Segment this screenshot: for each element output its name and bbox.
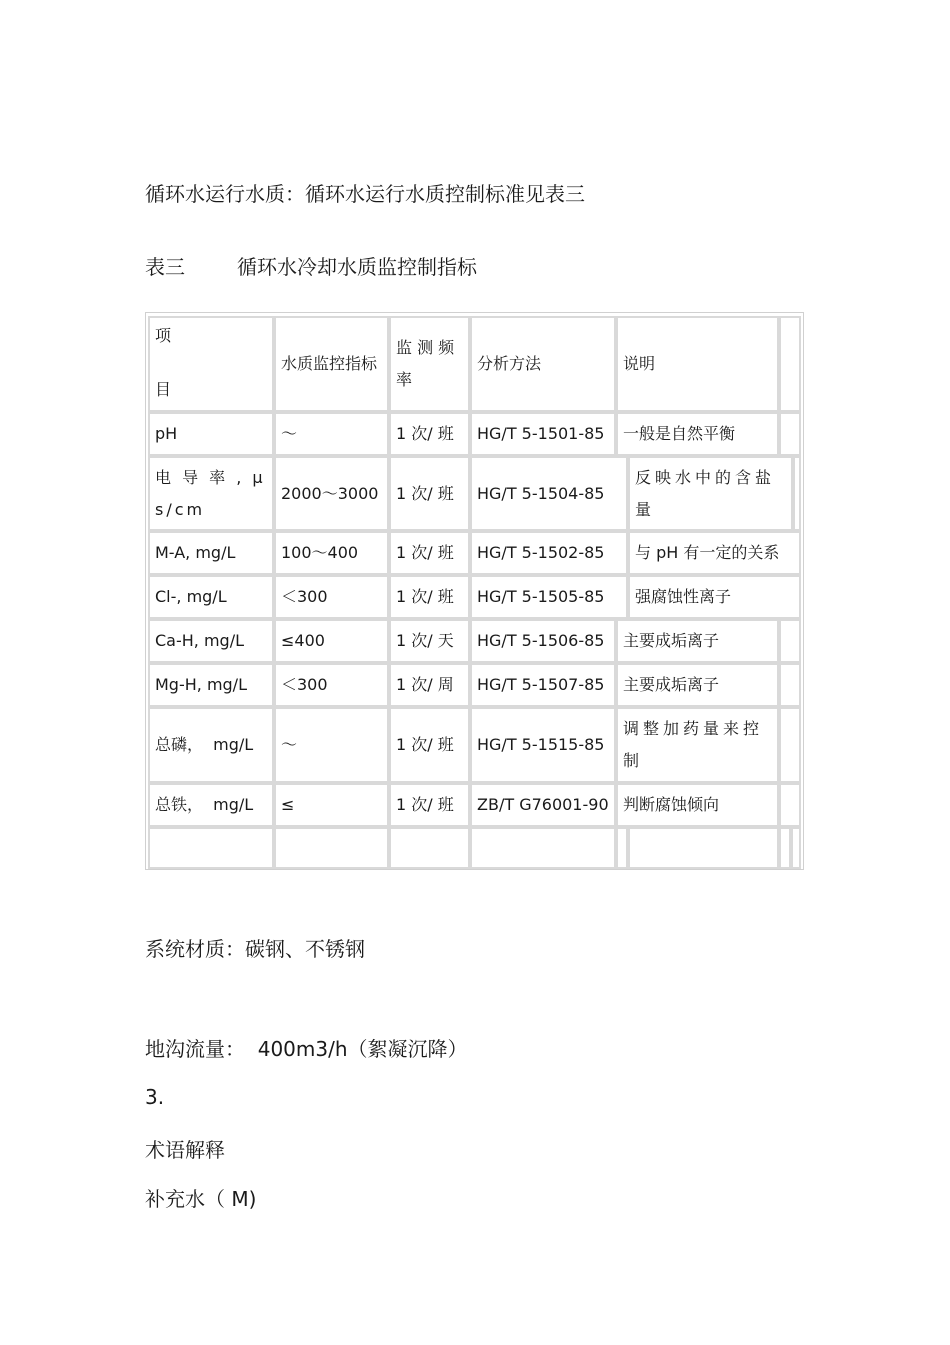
- table-row-index: ＜300: [274, 663, 389, 707]
- table-row-freq: 1 次/ 班: [389, 783, 470, 827]
- table-row-item: Cl-, mg/L: [148, 575, 274, 619]
- empty-row-cell: [779, 827, 791, 869]
- header-method: [470, 316, 616, 412]
- header-note-label: 说明: [623, 354, 656, 373]
- table-row-method: HG/T 5-1507-85: [470, 663, 616, 707]
- empty-row-cell: [616, 827, 628, 869]
- table-row-index: ～: [274, 412, 389, 456]
- table-row-method: ZB/T G76001-90: [470, 783, 616, 827]
- table-row-index: 100～400: [274, 531, 389, 575]
- table-row-freq: 1 次/ 班: [389, 412, 470, 456]
- intro-paragraph: 循环水运行水质：循环水运行水质控制标准见表三: [145, 182, 585, 206]
- table-row-item: M-A, mg/L: [148, 531, 274, 575]
- table-row-freq: 1 次/ 班: [389, 456, 470, 531]
- table-row-index: ＜300: [274, 575, 389, 619]
- material-paragraph: 系统材质：碳钢、不锈钢: [145, 937, 365, 961]
- table-row-index: ≤: [274, 783, 389, 827]
- row-stub: [793, 456, 801, 531]
- table-row-note: 强腐蚀性离子: [628, 575, 801, 619]
- header-stub: [779, 316, 801, 412]
- table-row-item: 总铁， mg/L: [148, 783, 274, 827]
- header-freq: [389, 316, 470, 412]
- table-row-freq: 1 次/ 天: [389, 619, 470, 663]
- flow-paragraph: 地沟流量： 400m3/h（絮凝沉降）: [145, 1037, 468, 1061]
- table-row-note: 反映水中的含盐量: [628, 456, 793, 531]
- row-stub: [779, 783, 801, 827]
- header-index-label: 水质监控指标: [281, 354, 378, 373]
- row-stub: [779, 663, 801, 707]
- header-item: [148, 316, 274, 412]
- header-freq-label: 监 测 频率: [396, 338, 455, 389]
- header-item-line1: 项: [155, 326, 172, 345]
- table-row-note: 判断腐蚀倾向: [616, 783, 779, 827]
- table-row-note: 主要成垢离子: [616, 619, 779, 663]
- table-caption: [145, 251, 477, 280]
- header-item-line2: 目: [155, 380, 172, 399]
- table-row-index: 2000～3000: [274, 456, 389, 531]
- table-row-note: 一般是自然平衡: [616, 412, 779, 456]
- header-index: [274, 316, 389, 412]
- table-row-method: HG/T 5-1501-85: [470, 412, 616, 456]
- table-row-method: HG/T 5-1502-85: [470, 531, 628, 575]
- table-row-index: ～: [274, 707, 389, 783]
- table-row-freq: 1 次/ 班: [389, 531, 470, 575]
- empty-row-cell: [470, 827, 616, 869]
- empty-row-cell: [389, 827, 470, 869]
- makeup-water-term: 补充水（ M): [145, 1187, 257, 1211]
- table-row-method: HG/T 5-1515-85: [470, 707, 616, 783]
- table-row-freq: 1 次/ 周: [389, 663, 470, 707]
- table-row-item: 电 导 率 , μ s/cm: [148, 456, 274, 531]
- header-note: [616, 316, 779, 412]
- table-row-method: HG/T 5-1505-85: [470, 575, 628, 619]
- table-row-method: HG/T 5-1506-85: [470, 619, 616, 663]
- table-row-item: pH: [148, 412, 274, 456]
- table-row-index: ≤400: [274, 619, 389, 663]
- table-caption-title: 循环水冷却水质监控制指标: [237, 255, 477, 279]
- table-row-note: 调整加药量来控制: [616, 707, 779, 783]
- table-row-item: Ca-H, mg/L: [148, 619, 274, 663]
- section-number: 3.: [145, 1085, 165, 1109]
- terms-heading: 术语解释: [145, 1138, 225, 1162]
- row-stub: [779, 412, 801, 456]
- empty-row-cell: [791, 827, 801, 869]
- table-caption-number: 表三: [145, 255, 185, 279]
- header-method-label: 分析方法: [477, 354, 542, 373]
- table-row-note: 主要成垢离子: [616, 663, 779, 707]
- water-quality-table: [145, 312, 804, 870]
- empty-row-cell: [628, 827, 779, 869]
- table-row-item: 总磷， mg/L: [148, 707, 274, 783]
- table-row-item: Mg-H, mg/L: [148, 663, 274, 707]
- table-row-method: HG/T 5-1504-85: [470, 456, 628, 531]
- empty-row-cell: [274, 827, 389, 869]
- row-stub: [779, 707, 801, 783]
- table-row-freq: 1 次/ 班: [389, 575, 470, 619]
- row-stub: [779, 619, 801, 663]
- empty-row-cell: [148, 827, 274, 869]
- table-row-note: 与 pH 有一定的关系: [628, 531, 801, 575]
- table-row-freq: 1 次/ 班: [389, 707, 470, 783]
